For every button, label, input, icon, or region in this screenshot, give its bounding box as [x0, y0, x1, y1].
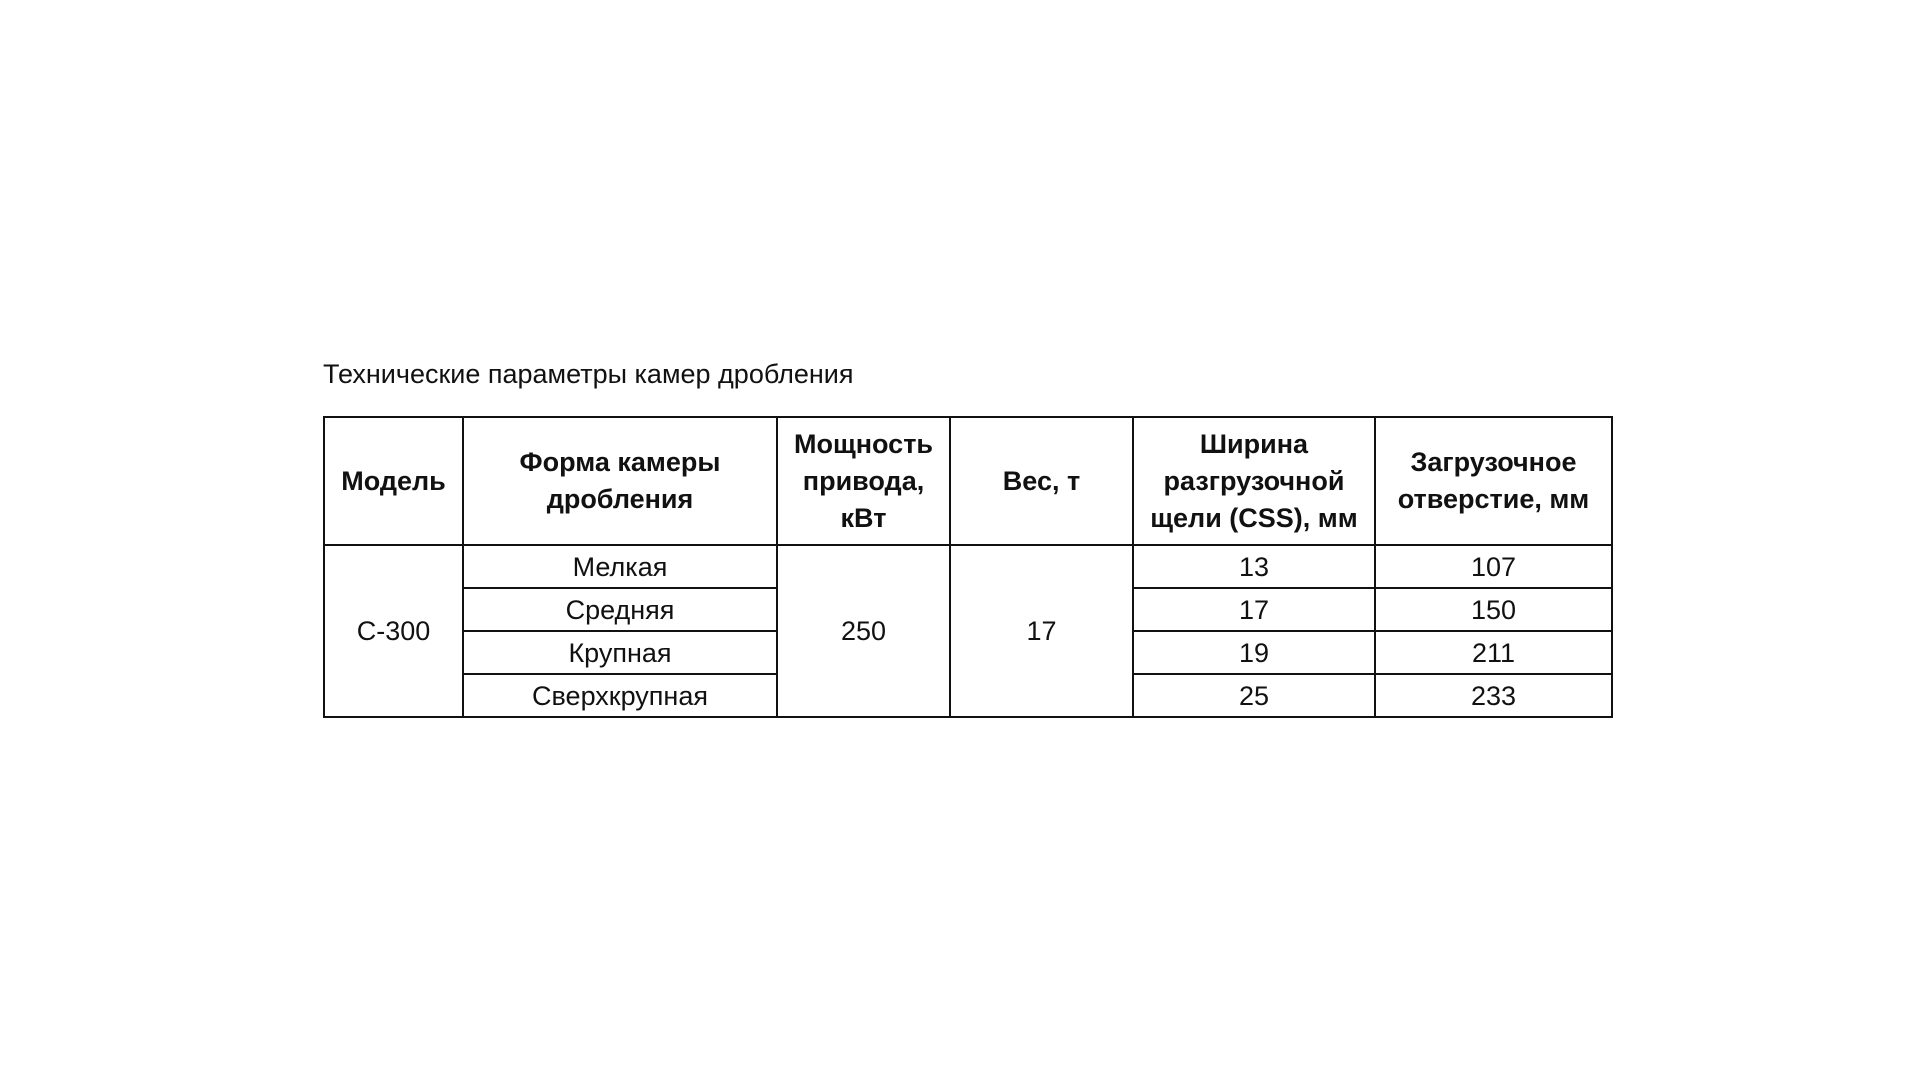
cell-css: 19 — [1133, 631, 1375, 674]
cell-power: 250 — [777, 545, 950, 717]
header-weight: Вес, т — [950, 417, 1133, 545]
cell-chamber: Сверхкрупная — [463, 674, 777, 717]
cell-css: 17 — [1133, 588, 1375, 631]
cell-feed: 211 — [1375, 631, 1612, 674]
cell-css: 13 — [1133, 545, 1375, 588]
cell-weight: 17 — [950, 545, 1133, 717]
header-chamber-form: Форма камеры дробления — [463, 417, 777, 545]
table-header-row — [324, 417, 1612, 545]
header-drive-power: Мощность привода, кВт — [777, 417, 950, 545]
cell-chamber: Средняя — [463, 588, 777, 631]
header-discharge-setting: Ширина разгрузочной щели (CSS), мм — [1133, 417, 1375, 545]
crusher-chamber-specs-table — [323, 416, 1613, 718]
cell-feed: 233 — [1375, 674, 1612, 717]
cell-feed: 107 — [1375, 545, 1612, 588]
cell-chamber: Крупная — [463, 631, 777, 674]
cell-css: 25 — [1133, 674, 1375, 717]
cell-feed: 150 — [1375, 588, 1612, 631]
header-feed-opening: Загрузочное отверстие, мм — [1375, 417, 1612, 545]
cell-model: С-300 — [324, 545, 463, 717]
header-model: Модель — [324, 417, 463, 545]
table-caption: Технические параметры камер дробления — [323, 359, 854, 389]
table-row — [324, 545, 1612, 588]
cell-chamber: Мелкая — [463, 545, 777, 588]
